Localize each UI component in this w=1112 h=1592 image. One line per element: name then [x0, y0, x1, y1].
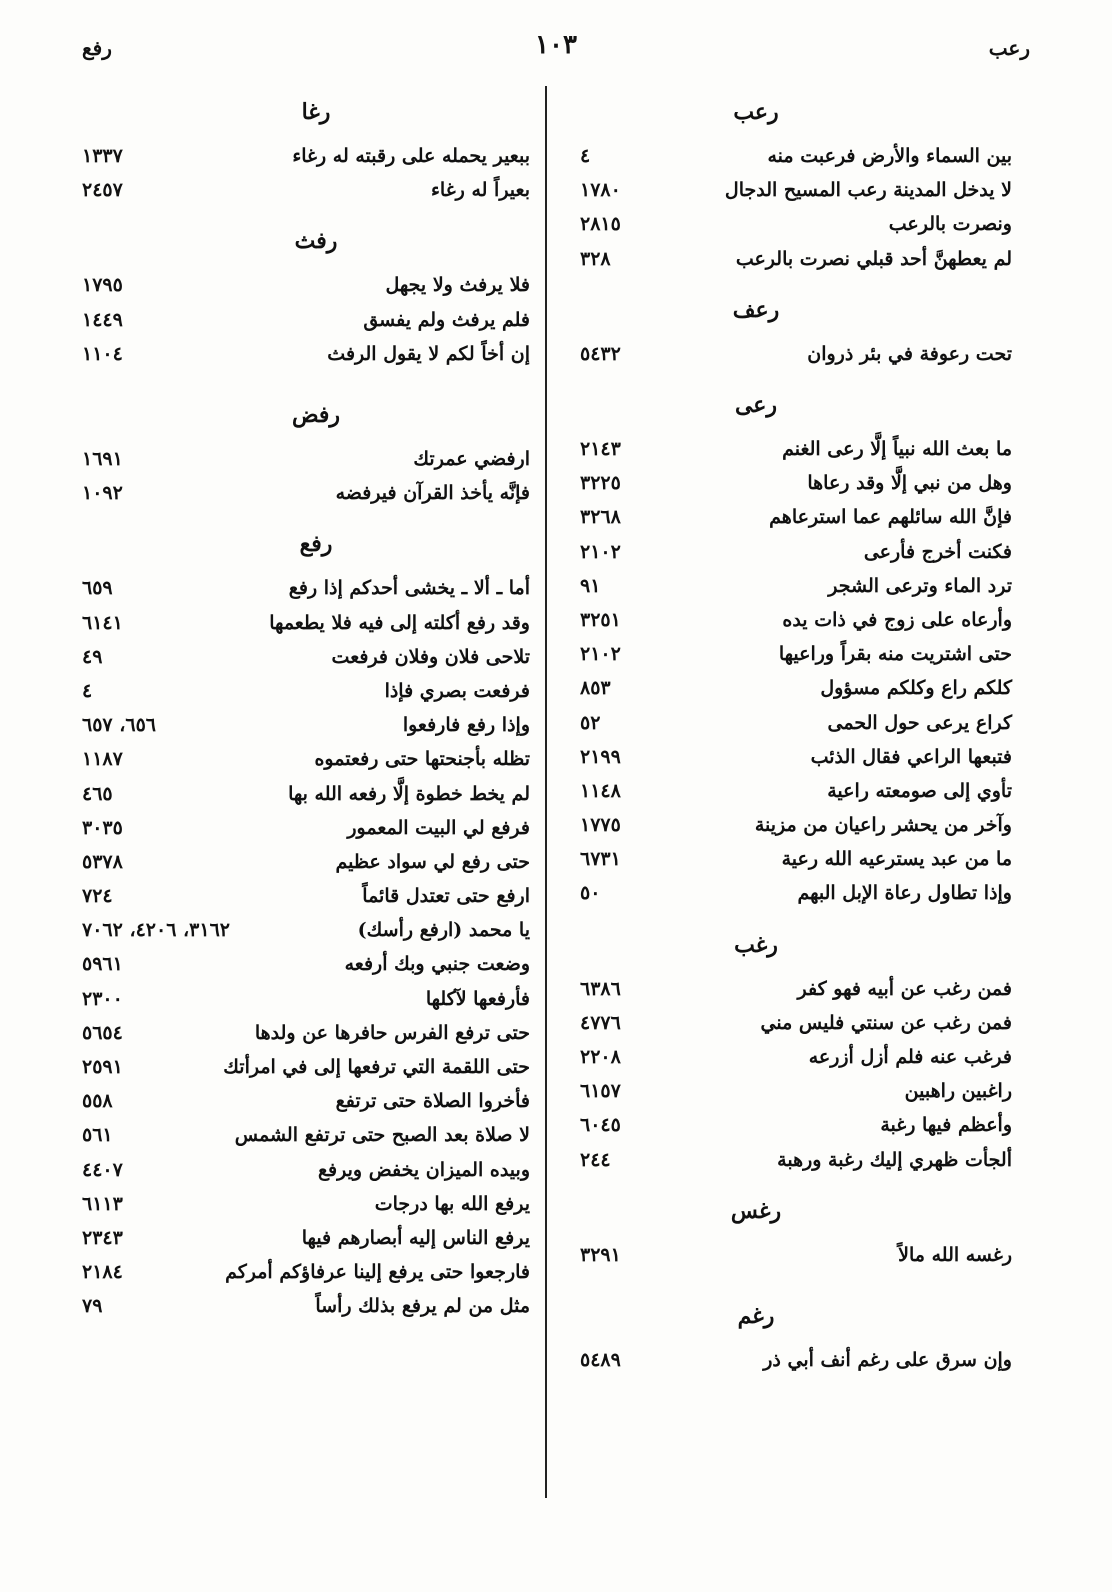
index-entry — [82, 640, 530, 674]
index-entry — [580, 1108, 1012, 1142]
index-entry — [580, 637, 1012, 671]
entry-ref: ٥٤٨٩ — [580, 1348, 621, 1371]
entry-text: وإذا رفع فارفعوا — [402, 714, 530, 737]
index-entry — [580, 432, 1012, 466]
entry-text: فأخروا الصلاة حتى ترتفع — [335, 1090, 530, 1113]
entry-ref: ٥٣٧٨ — [82, 850, 123, 873]
index-entry — [580, 671, 1012, 705]
index-entry — [82, 1153, 530, 1187]
entry-ref: ٢٨١٥ — [580, 213, 621, 236]
index-entry — [82, 845, 530, 879]
section-heading: رعى — [734, 391, 778, 418]
entry-ref: ٦١٥٧ — [580, 1080, 621, 1103]
entry-ref: ٦٠٤٥ — [580, 1114, 621, 1137]
section-gap — [82, 207, 530, 221]
entry-ref: ١١٠٤ — [82, 342, 123, 365]
entry-ref: ٢٥٩١ — [82, 1056, 123, 1079]
entry-text: حتى اشتريت منه بقراً وراعيها — [778, 643, 1012, 666]
index-entry — [82, 1187, 530, 1221]
index-entry — [82, 139, 530, 173]
entry-text: فلا يرفث ولا يجهل — [385, 274, 530, 297]
entry-text: فأرفعها لآكلها — [425, 987, 530, 1010]
section-gap — [82, 371, 530, 395]
entry-ref: ٣٢٥١ — [580, 608, 621, 631]
section-heading: رعب — [733, 99, 779, 125]
index-entry — [580, 569, 1012, 603]
entry-text: لم يخط خطوة إلَّا رفعه الله بها — [288, 782, 530, 805]
entry-text: يا محمد (ارفع رأسك) — [357, 919, 530, 942]
entry-ref: ٢١٠٢ — [580, 643, 621, 666]
entry-ref: ٢٤٤ — [580, 1148, 611, 1171]
index-entry — [82, 947, 530, 981]
index-entry — [580, 1074, 1012, 1108]
index-entry — [580, 242, 1012, 276]
section-gap — [580, 371, 1012, 385]
entry-ref: ٦١١٣ — [82, 1192, 123, 1215]
entry-ref: ٢٣٤٣ — [82, 1226, 123, 1249]
entry-ref: ٧٢٤ — [82, 885, 113, 908]
section-heading: رغم — [737, 1302, 775, 1329]
entry-ref: ٥٦٥٤ — [82, 1021, 123, 1044]
entry-text: بين السماء والأرض فرعبت منه — [767, 145, 1012, 168]
index-entry — [580, 1143, 1012, 1177]
entry-text: لا صلاة بعد الصبح حتى ترتفع الشمس — [234, 1124, 530, 1147]
entry-text: فتبعها الراعي فقال الذئب — [810, 745, 1012, 768]
index-entry — [82, 1118, 530, 1152]
entry-text: ارفضي عمرتك — [413, 448, 530, 471]
index-entry — [82, 1050, 530, 1084]
index-entry — [82, 1016, 530, 1050]
index-entry — [82, 1289, 530, 1323]
section-heading: رغس — [730, 1197, 782, 1224]
entry-ref: ٤ — [82, 679, 93, 702]
entry-text: فرغب عنه فلم أزل أزرعه — [808, 1046, 1012, 1069]
entry-ref: ٢٣٠٠ — [82, 987, 123, 1010]
index-entry — [580, 207, 1012, 241]
entry-ref: ٤٩ — [82, 645, 103, 668]
section-gap — [580, 1177, 1012, 1191]
entry-text: تظله بأجنحتها حتى رفعتموه — [314, 748, 530, 771]
entry-text: وأعظم فيها رغبة — [880, 1114, 1012, 1137]
entry-text: وإن سرق على رغم أنف أبي ذر — [763, 1348, 1012, 1371]
entry-text: كلكم راع وكلكم مسؤول — [820, 677, 1012, 700]
index-entry — [82, 173, 530, 207]
entry-text: ما بعث الله نبياً إلَّا رعى الغنم — [782, 438, 1012, 461]
entry-ref: ١١٨٧ — [82, 748, 123, 771]
entry-ref: ٣٢٩١ — [580, 1243, 621, 1266]
section-gap — [82, 510, 530, 524]
running-head-right: رعب — [988, 36, 1030, 60]
index-entry — [580, 1040, 1012, 1074]
index-entry — [82, 913, 530, 947]
index-entry — [580, 337, 1012, 371]
entry-text: حتى رفع لي سواد عظيم — [335, 850, 530, 873]
index-entry — [82, 1255, 530, 1289]
index-entry — [82, 337, 530, 371]
page-number: ١٠٣ — [535, 30, 577, 60]
entry-ref: ٢٤٥٧ — [82, 179, 123, 202]
entry-text: فمن رغب عن سنتي فليس مني — [760, 1011, 1012, 1034]
entry-text: ونصرت بالرعب — [888, 213, 1012, 236]
entry-ref: ١٧٩٥ — [82, 274, 123, 297]
entry-text: وبيده الميزان يخفض ويرفع — [317, 1158, 530, 1181]
index-entry — [82, 1221, 530, 1255]
entry-ref: ١٧٨٠ — [580, 179, 621, 202]
entry-text: فرفع لي البيت المعمور — [347, 816, 530, 839]
entry-ref: ١٠٩٢ — [82, 482, 123, 505]
index-entry — [82, 442, 530, 476]
entry-text: بعيراً له رغاء — [431, 179, 530, 202]
entry-ref: ٤ — [580, 145, 591, 168]
entry-text: مثل من لم يرفع بذلك رأساً — [315, 1295, 530, 1318]
index-entry — [580, 1238, 1012, 1272]
entry-text: تأوي إلى صومعته راعية — [827, 779, 1012, 802]
index-entry — [580, 972, 1012, 1006]
index-entry — [580, 774, 1012, 808]
entry-text: أما ـ ألا ـ يخشى أحدكم إذا رفع — [288, 577, 530, 600]
index-entry — [82, 476, 530, 510]
entry-text: ارفع حتى تعتدل قائماً — [362, 885, 530, 908]
entry-text: لم يعطهنَّ أحد قبلي نصرت بالرعب — [735, 247, 1012, 270]
entry-ref: ٤٤٠٧ — [82, 1158, 123, 1181]
entry-text: لا يدخل المدينة رعب المسيح الدجال — [724, 179, 1012, 202]
running-head-left: رفع — [82, 36, 112, 60]
index-entry — [580, 173, 1012, 207]
index-entry — [82, 811, 530, 845]
section-gap — [580, 276, 1012, 290]
entry-text: وإذا تطاول رعاة الإبل البهم — [797, 882, 1012, 905]
entry-text: فإنَّه يأخذ القرآن فيرفضه — [335, 482, 530, 505]
entry-ref: ٢١٤٣ — [580, 438, 621, 461]
entry-text: حتى ترفع الفرس حافرها عن ولدها — [254, 1021, 530, 1044]
entry-text: ألجأت ظهري إليك رغبة ورهبة — [777, 1148, 1012, 1171]
index-entry — [82, 303, 530, 337]
index-entry — [82, 742, 530, 776]
index-entry — [580, 705, 1012, 739]
entry-ref: ١٧٧٥ — [580, 814, 621, 837]
entry-text: فارجعوا حتى يرفع إلينا عرفاؤكم أمركم — [225, 1261, 530, 1284]
entry-text: فكنت أخرج فأرعى — [863, 540, 1012, 563]
index-entry — [580, 500, 1012, 534]
entry-text: يرفع الله بها درجات — [374, 1192, 530, 1215]
index-entry — [82, 982, 530, 1016]
entry-ref: ٣٢٢٥ — [580, 472, 621, 495]
entry-text: وضعت جنبي وبك أرفعه — [344, 953, 530, 976]
entry-text: فرفعت بصري فإذا — [384, 679, 530, 702]
entry-text: فلم يرفث ولم يفسق — [363, 308, 530, 331]
entry-text: راغبين راهبين — [904, 1080, 1012, 1103]
entry-ref: ٣٢٦٨ — [580, 506, 621, 529]
entry-text: وأرعاه على زوج في ذات يده — [782, 608, 1012, 631]
index-entry — [580, 740, 1012, 774]
entry-ref: ٢١٠٢ — [580, 540, 621, 563]
entry-ref: ٨٥٣ — [580, 677, 611, 700]
index-entry — [82, 606, 530, 640]
entry-text: وآخر من يحشر راعيان من مزينة — [754, 814, 1012, 837]
entry-ref: ٩١ — [580, 574, 601, 597]
entry-text: وقد رفع أكلته إلى فيه فلا يطعمها — [269, 611, 530, 634]
section-heading: رغا — [301, 99, 331, 125]
entry-ref: ٣٠٣٥ — [82, 816, 123, 839]
entry-text: ترد الماء وترعى الشجر — [828, 574, 1012, 597]
section-heading: رعف — [732, 296, 780, 323]
entry-ref: ٦٣٨٦ — [580, 977, 621, 1000]
entry-text: إن أخاً لكم لا يقول الرفث — [327, 342, 530, 365]
entry-ref: ١٤٤٩ — [82, 308, 123, 331]
entry-text: فمن رغب عن أبيه فهو كفر — [797, 977, 1012, 1000]
index-entry — [580, 842, 1012, 876]
entry-text: وهل من نبي إلَّا وقد رعاها — [807, 472, 1012, 495]
entry-ref: ٦٥٩ — [82, 577, 113, 600]
entry-ref: ٤٦٥ — [82, 782, 113, 805]
entry-ref: ٥٠ — [580, 882, 601, 905]
index-entry — [580, 876, 1012, 910]
entry-ref: ٦١٤١ — [82, 611, 123, 634]
index-entry — [82, 708, 530, 742]
entry-text: حتى اللقمة التي ترفعها إلى في امرأتك — [223, 1056, 530, 1079]
entry-ref: ٦٧٣١ — [580, 848, 621, 871]
entry-ref: ٧٩ — [82, 1295, 103, 1318]
entry-text: فإنَّ الله سائلهم عما استرعاهم — [769, 506, 1012, 529]
entry-ref: ٥٤٣٢ — [580, 342, 621, 365]
index-entry — [580, 808, 1012, 842]
index-entry — [82, 1084, 530, 1118]
entry-ref: ٦٥٦، ٦٥٧ — [82, 714, 156, 737]
section-heading: رغب — [734, 931, 778, 958]
index-entry — [82, 571, 530, 605]
column-divider — [545, 86, 547, 1498]
index-entry — [580, 1343, 1012, 1377]
index-entry — [580, 139, 1012, 173]
index-entry — [82, 674, 530, 708]
entry-text: ببعير يحمله على رقبته له رغاء — [292, 145, 530, 168]
index-entry — [82, 268, 530, 302]
section-gap — [580, 911, 1012, 925]
index-entry — [82, 879, 530, 913]
section-heading: رفع — [299, 531, 333, 558]
entry-ref: ١٣٣٧ — [82, 145, 123, 168]
left-column — [82, 92, 530, 1323]
entry-text: كراع يرعى حول الحمى — [827, 711, 1012, 734]
entry-text: تحت رعوفة في بئر ذروان — [807, 342, 1012, 365]
entry-text: ما من عبد يسترعيه الله رعية — [781, 848, 1012, 871]
section-heading: رفث — [294, 228, 338, 255]
index-entry — [580, 603, 1012, 637]
entry-ref: ٥٥٨ — [82, 1090, 113, 1113]
section-gap — [580, 1272, 1012, 1296]
entry-text: يرفع الناس إليه أبصارهم فيها — [301, 1226, 530, 1249]
entry-ref: ٣٢٨ — [580, 247, 611, 270]
right-column — [580, 92, 1012, 1377]
entry-ref: ١٦٩١ — [82, 448, 123, 471]
entry-ref: ٢٢٠٨ — [580, 1046, 621, 1069]
index-entry — [580, 1006, 1012, 1040]
index-entry — [580, 535, 1012, 569]
entry-text: رغسه الله مالاً — [898, 1243, 1012, 1266]
entry-ref: ٤٧٧٦ — [580, 1011, 621, 1034]
section-heading: رفض — [291, 401, 341, 428]
entry-ref: ٥٦١ — [82, 1124, 113, 1147]
entry-ref: ٢١٩٩ — [580, 745, 621, 768]
index-entry — [82, 776, 530, 810]
entry-ref: ٢١٨٤ — [82, 1261, 123, 1284]
entry-ref: ٥٢ — [580, 711, 601, 734]
index-entry — [580, 466, 1012, 500]
entry-ref: ٥٩٦١ — [82, 953, 123, 976]
entry-ref: ٣١٦٢، ٤٢٠٦، ٧٠٦٢ — [82, 919, 230, 942]
entry-ref: ١١٤٨ — [580, 779, 621, 802]
entry-text: تلاحى فلان وفلان فرفعت — [331, 645, 530, 668]
